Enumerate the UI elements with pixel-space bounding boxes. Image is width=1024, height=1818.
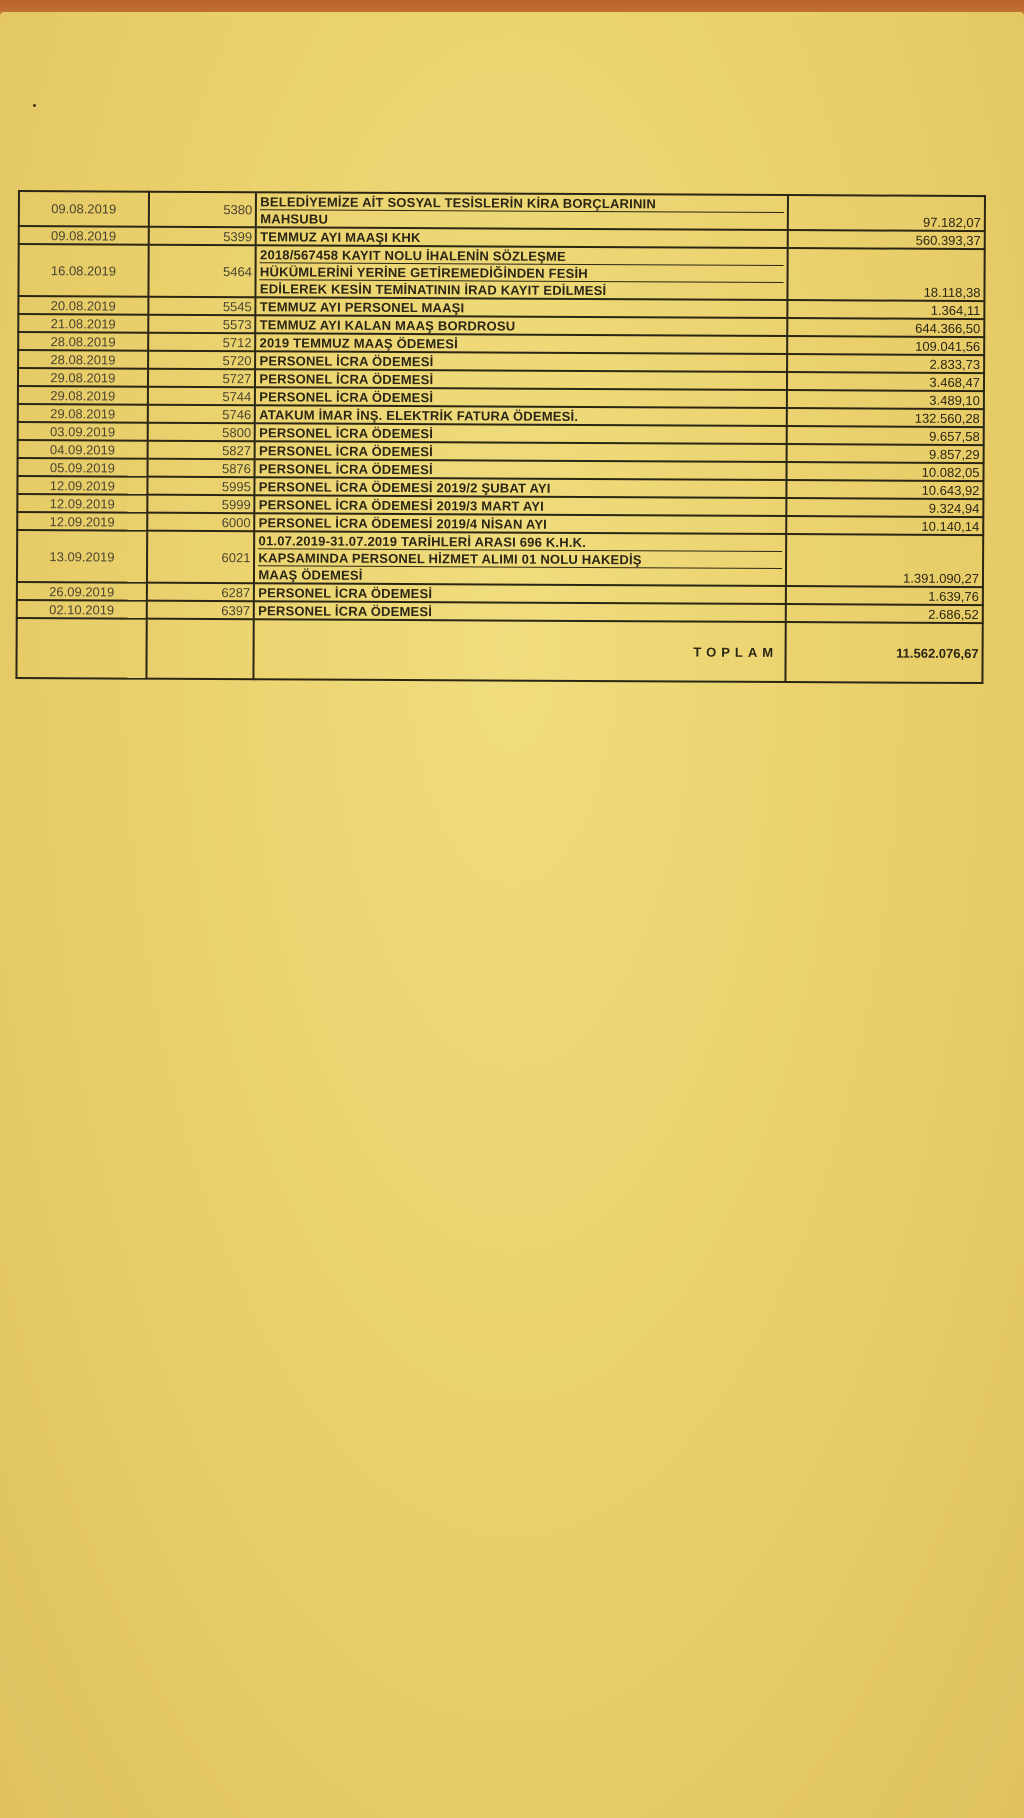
row-number: 5744 [148, 387, 256, 406]
row-amount: 2.833,73 [787, 354, 985, 373]
row-number: 5995 [147, 477, 255, 496]
description-line: KAPSAMINDA PERSONEL HİZMET ALIMI 01 NOLU HAKEDİŞ [258, 549, 781, 569]
description-line: 2018/567458 KAYIT NOLU İHALENİN SÖZLEŞME [260, 246, 783, 266]
description-line: PERSONEL İCRA ÖDEMESİ [259, 389, 434, 406]
row-description [256, 245, 787, 300]
row-number: 5999 [147, 495, 255, 514]
total-empty-date [16, 618, 146, 679]
row-date: 03.09.2019 [18, 422, 148, 441]
row-number: 6000 [147, 513, 255, 532]
row-number: 5545 [148, 297, 256, 316]
row-number: 6021 [147, 531, 255, 584]
row-amount: 9.657,58 [786, 426, 984, 445]
row-date: 26.09.2019 [17, 582, 147, 601]
row-number: 5720 [148, 351, 256, 370]
row-amount: 18.118,38 [787, 248, 985, 301]
row-amount: 9.324,94 [786, 498, 984, 517]
row-number: 5573 [148, 315, 256, 334]
row-amount: 132.560,28 [786, 408, 984, 427]
description-line: PERSONEL İCRA ÖDEMESİ [259, 425, 434, 442]
row-description [254, 531, 785, 586]
description-line: 2019 TEMMUZ MAAŞ ÖDEMESİ [259, 335, 459, 352]
row-date: 20.08.2019 [18, 296, 148, 315]
ledger-table [15, 190, 986, 684]
row-amount: 109.041,56 [787, 336, 985, 355]
description-line: 01.07.2019-31.07.2019 TARİHLERİ ARASI 696 K.H.K. [258, 532, 781, 552]
description-line: PERSONEL İCRA ÖDEMESİ [258, 461, 433, 478]
description-line: PERSONEL İCRA ÖDEMESİ 2019/2 ŞUBAT AYI [258, 479, 551, 496]
description-line: TEMMUZ AYI PERSONEL MAAŞI [259, 299, 465, 316]
description-line: BELEDİYEMİZE AİT SOSYAL TESİSLERİN KİRA BORÇLARININ [260, 193, 783, 213]
row-date: 21.08.2019 [18, 314, 148, 333]
total-empty-no [146, 619, 254, 680]
table-row [18, 244, 984, 301]
description-line: EDİLEREK KESİN TEMİNATININ İRAD KAYIT EDİLMESİ [259, 281, 607, 299]
row-amount: 3.468,47 [786, 372, 984, 391]
description-line: MAHSUBU [260, 211, 329, 227]
row-amount: 10.082,05 [786, 462, 984, 481]
total-row [16, 618, 982, 683]
row-date: 16.08.2019 [18, 244, 148, 297]
row-amount: 97.182,07 [787, 195, 985, 231]
row-date: 05.09.2019 [18, 458, 148, 477]
row-date: 29.08.2019 [18, 404, 148, 423]
row-amount: 10.140,14 [786, 516, 984, 535]
description-line: ATAKUM İMAR İNŞ. ELEKTRİK FATURA ÖDEMESİ. [259, 407, 579, 424]
row-amount: 1.364,11 [787, 300, 985, 319]
row-date: 12.09.2019 [17, 494, 147, 513]
row-number: 5712 [148, 333, 256, 352]
description-line: TEMMUZ AYI KALAN MAAŞ BORDROSU [259, 317, 516, 334]
row-date: 28.08.2019 [18, 350, 148, 369]
row-amount: 3.489,10 [786, 390, 984, 409]
total-amount: 11.562.076,67 [785, 622, 983, 683]
row-date: 29.08.2019 [18, 368, 148, 387]
description-line: PERSONEL İCRA ÖDEMESİ [258, 443, 434, 460]
row-date: 04.09.2019 [18, 440, 148, 459]
row-date: 02.10.2019 [17, 600, 147, 619]
ink-speck [33, 104, 36, 107]
row-date: 12.09.2019 [17, 476, 147, 495]
description-line: PERSONEL İCRA ÖDEMESİ [258, 603, 433, 620]
description-line: TEMMUZ AYI MAAŞI KHK [260, 229, 421, 246]
row-amount: 644.366,50 [787, 318, 985, 337]
row-number: 5464 [148, 245, 256, 298]
row-date: 29.08.2019 [18, 386, 148, 405]
row-amount: 1.639,76 [785, 586, 983, 605]
table-row [19, 191, 985, 231]
ledger-body [16, 191, 985, 683]
description-line: MAAŞ ÖDEMESİ [258, 567, 363, 583]
description-line: PERSONEL İCRA ÖDEMESİ [258, 585, 433, 602]
row-number: 5827 [147, 441, 255, 460]
row-amount: 2.686,52 [785, 604, 983, 623]
row-number: 5876 [147, 459, 255, 478]
total-label: TOPLAM [254, 619, 785, 682]
row-number: 5380 [149, 192, 257, 228]
row-number: 6397 [146, 601, 254, 620]
row-number: 5727 [148, 369, 256, 388]
row-description [256, 192, 787, 230]
description-line: PERSONEL İCRA ÖDEMESİ [259, 353, 434, 370]
row-amount: 10.643,92 [786, 480, 984, 499]
description-line: PERSONEL İCRA ÖDEMESİ 2019/3 MART AYI [258, 497, 545, 514]
row-date: 12.09.2019 [17, 512, 147, 531]
row-number: 5746 [148, 405, 256, 424]
row-amount: 1.391.090,27 [785, 534, 983, 587]
table-row [17, 530, 983, 587]
row-date: 09.08.2019 [19, 191, 149, 227]
row-date: 09.08.2019 [19, 226, 149, 245]
row-date: 28.08.2019 [18, 332, 148, 351]
description-line: PERSONEL İCRA ÖDEMESİ [259, 371, 434, 388]
row-number: 5399 [148, 227, 256, 246]
row-number: 6287 [147, 583, 255, 602]
row-amount: 560.393,37 [787, 230, 985, 249]
description-line: PERSONEL İCRA ÖDEMESİ 2019/4 NİSAN AYI [258, 515, 548, 532]
row-date: 13.09.2019 [17, 530, 147, 583]
description-line: HÜKÜMLERİNİ YERİNE GETİREMEDİĞİNDEN FESİH [260, 263, 783, 283]
row-amount: 9.857,29 [786, 444, 984, 463]
row-number: 5800 [147, 423, 255, 442]
